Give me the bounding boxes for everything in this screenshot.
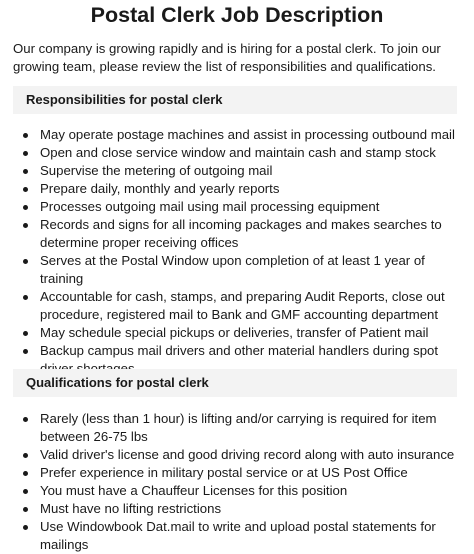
list-item-text: Serves at the Postal Window upon completion of at least 1 year of training bbox=[40, 253, 425, 286]
bullet-icon bbox=[23, 331, 28, 336]
list-item-text: Open and close service window and maintain cash and stamp stock bbox=[40, 145, 436, 160]
bullet-icon bbox=[23, 507, 28, 512]
intro-paragraph: Our company is growing rapidly and is hiring for a postal clerk. To join our growing team, please review the list of responsibilities and qualifications. bbox=[13, 41, 441, 74]
bullet-icon bbox=[23, 187, 28, 192]
list-item bbox=[0, 144, 474, 162]
bullet-icon bbox=[23, 417, 28, 422]
page-title: Postal Clerk Job Description bbox=[90, 3, 384, 27]
list-item bbox=[0, 216, 474, 252]
list-item-text: May operate postage machines and assist in processing outbound mail bbox=[40, 127, 455, 142]
list-item bbox=[0, 198, 474, 216]
list-item-text: Processes outgoing mail using mail processing equipment bbox=[40, 199, 380, 214]
list-item bbox=[0, 500, 474, 518]
list-item-text: May schedule special pickups or deliveries, transfer of Patient mail bbox=[40, 325, 429, 340]
list-item bbox=[0, 126, 474, 144]
list-item-text: Prefer experience in military postal service or at US Post Office bbox=[40, 465, 408, 480]
list-item-text: Records and signs for all incoming packages and makes searches to determine proper receiving offices bbox=[40, 217, 442, 250]
bullet-icon bbox=[23, 151, 28, 156]
list-item-text: Prepare daily, monthly and yearly reports bbox=[40, 181, 280, 196]
list-item-text: Use Windowbook Dat.mail to write and upload postal statements for mailings bbox=[40, 519, 436, 552]
list-item-text: Rarely (less than 1 hour) is lifting and/or carrying is required for item between 26-75 lbs bbox=[40, 411, 437, 444]
list-item bbox=[0, 162, 474, 180]
responsibilities-heading: Responsibilities for postal clerk bbox=[13, 86, 457, 114]
qualifications-heading: Qualifications for postal clerk bbox=[13, 369, 457, 397]
list-item-text: Valid driver's license and good driving record along with auto insurance bbox=[40, 447, 455, 462]
list-item bbox=[0, 518, 474, 554]
list-item bbox=[0, 324, 474, 342]
bullet-icon bbox=[23, 349, 28, 354]
bullet-icon bbox=[23, 453, 28, 458]
bullet-icon bbox=[23, 223, 28, 228]
bullet-icon bbox=[23, 489, 28, 494]
list-item bbox=[0, 410, 474, 446]
bullet-icon bbox=[23, 205, 28, 210]
bullet-icon bbox=[23, 133, 28, 138]
list-item bbox=[0, 482, 474, 500]
bullet-icon bbox=[23, 259, 28, 264]
list-item-text: Backup campus mail drivers and other material handlers during spot bbox=[40, 343, 439, 358]
list-item bbox=[0, 252, 474, 288]
bullet-icon bbox=[23, 295, 28, 300]
qualifications-list bbox=[0, 410, 474, 554]
list-item-text: Supervise the metering of outgoing mail bbox=[40, 163, 273, 178]
list-item-text: You must have a Chauffeur Licenses for this position bbox=[40, 483, 348, 498]
list-item bbox=[0, 288, 474, 324]
responsibilities-list bbox=[0, 126, 474, 378]
bullet-icon bbox=[23, 471, 28, 476]
list-item bbox=[0, 464, 474, 482]
list-item bbox=[0, 180, 474, 198]
list-item-text: Accountable for cash, stamps, and preparing Audit Reports, close out procedure, registered mail to Bank and GMF accounting department bbox=[40, 289, 445, 322]
bullet-icon bbox=[23, 525, 28, 530]
list-item-text: Must have no lifting restrictions bbox=[40, 501, 222, 516]
bullet-icon bbox=[23, 169, 28, 174]
list-item bbox=[0, 446, 474, 464]
